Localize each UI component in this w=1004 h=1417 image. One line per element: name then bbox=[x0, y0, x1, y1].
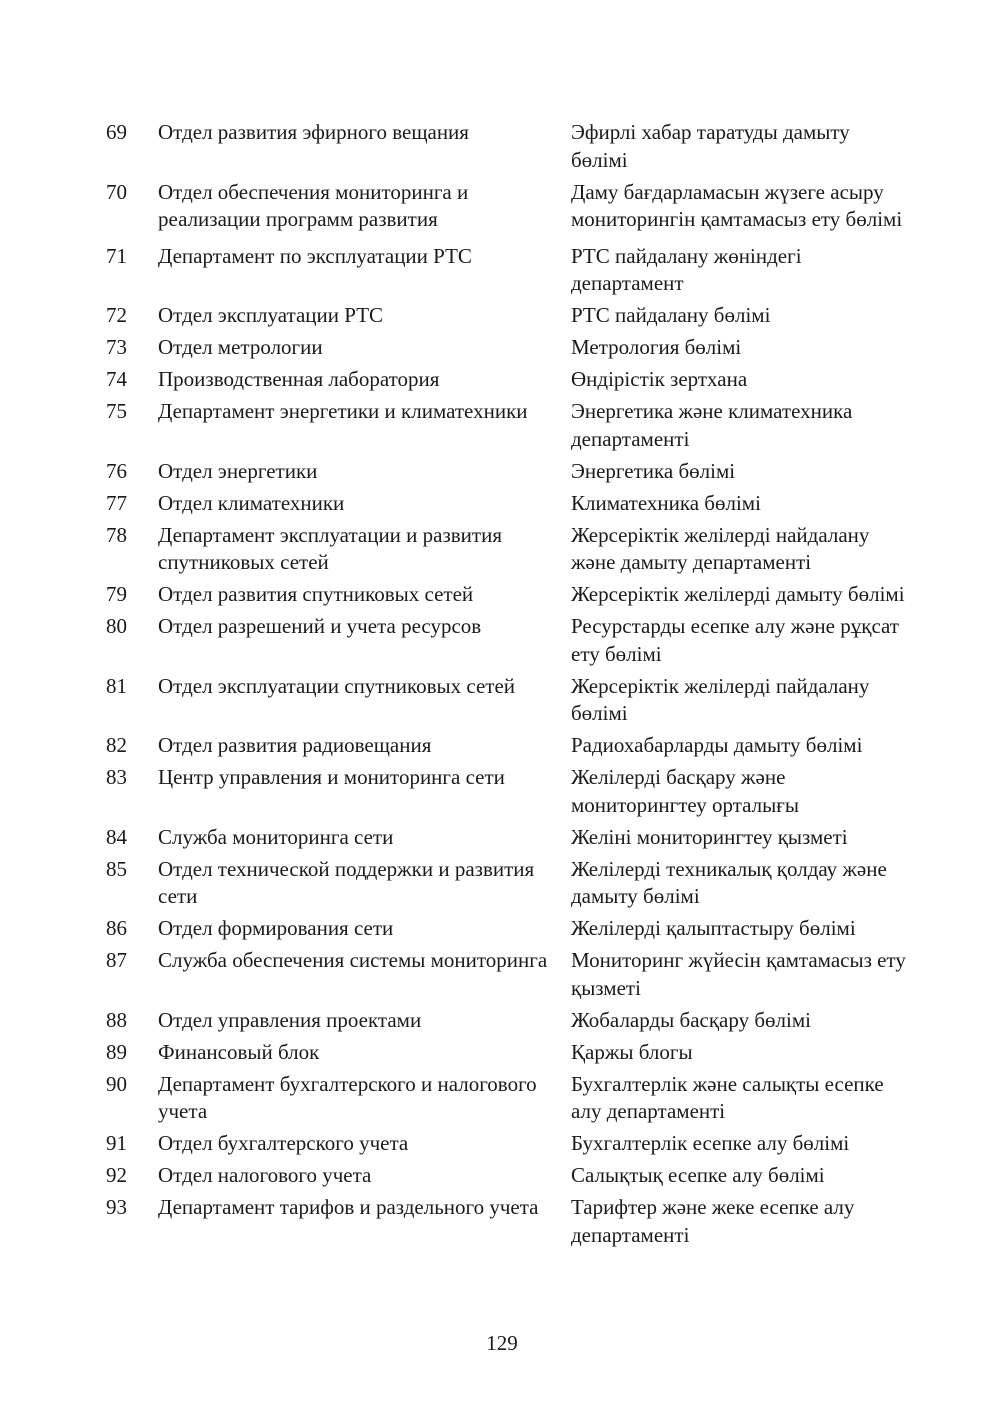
glossary-row bbox=[106, 1071, 906, 1131]
russian-term: Отдел эксплуатации РТС bbox=[158, 303, 384, 327]
glossary-row bbox=[106, 1130, 906, 1162]
russian-term: Производственная лаборатория bbox=[158, 367, 440, 391]
glossary-row bbox=[106, 915, 906, 947]
row-number: 87 bbox=[106, 948, 127, 972]
row-number: 74 bbox=[106, 367, 127, 391]
glossary-row bbox=[106, 522, 906, 582]
row-number: 85 bbox=[106, 856, 127, 881]
glossary-row bbox=[106, 398, 906, 458]
kazakh-term: Желілерді техникалық қолдау және дамыту бөлімі bbox=[571, 856, 887, 908]
kazakh-term: Бухгалтерлік есепке алу бөлімі bbox=[571, 1131, 850, 1155]
glossary-row bbox=[106, 824, 906, 856]
glossary-row bbox=[106, 302, 906, 334]
row-number: 88 bbox=[106, 1007, 127, 1032]
russian-term: Департамент по эксплуатации РТС bbox=[158, 243, 472, 268]
russian-term: Департамент тарифов и раздельного учета bbox=[158, 1195, 539, 1219]
row-number: 78 bbox=[106, 522, 127, 547]
kazakh-term: Эфирлі хабар таратуды дамыту бөлімі bbox=[571, 120, 850, 172]
russian-term: Отдел климатехники bbox=[158, 490, 345, 515]
glossary-row bbox=[106, 1007, 906, 1039]
kazakh-term: Бухгалтерлік және салықты есепке алу департаменті bbox=[571, 1071, 884, 1123]
page-number: 129 bbox=[486, 1331, 518, 1355]
row-number: 89 bbox=[106, 1039, 127, 1064]
row-number: 92 bbox=[106, 1163, 127, 1187]
row-number: 91 bbox=[106, 1131, 127, 1155]
row-number: 72 bbox=[106, 303, 127, 327]
russian-term: Центр управления и мониторинга сети bbox=[158, 765, 505, 789]
russian-term: Отдел технической поддержки и развития сети bbox=[158, 856, 535, 908]
row-number: 75 bbox=[106, 399, 127, 423]
kazakh-term: Энергетика және климатехника департаменті bbox=[571, 399, 853, 451]
kazakh-term: Радиохабарларды дамыту бөлімі bbox=[571, 733, 863, 757]
glossary-row bbox=[106, 764, 906, 824]
row-number: 71 bbox=[106, 243, 127, 268]
glossary-row bbox=[106, 1162, 906, 1194]
glossary-row bbox=[106, 673, 906, 733]
russian-term: Департамент бухгалтерского и налогового учета bbox=[158, 1071, 537, 1123]
kazakh-term: Тарифтер және жеке есепке алу департаменті bbox=[571, 1195, 855, 1247]
glossary-row bbox=[106, 856, 906, 916]
glossary-row bbox=[106, 490, 906, 522]
kazakh-term: Желілерді қалыптастыру бөлімі bbox=[571, 916, 856, 940]
glossary-row bbox=[106, 947, 906, 1007]
glossary-row bbox=[106, 581, 906, 613]
glossary-row bbox=[106, 366, 906, 398]
kazakh-term: Климатехника бөлімі bbox=[571, 490, 761, 515]
russian-term: Департамент энергетики и климатехники bbox=[158, 399, 528, 423]
kazakh-term: Қаржы блогы bbox=[571, 1039, 693, 1064]
kazakh-term: Желіні мониторингтеу қызметі bbox=[571, 824, 848, 849]
russian-term: Служба обеспечения системы мониторинга bbox=[158, 948, 548, 972]
glossary-row bbox=[106, 732, 906, 764]
row-number: 77 bbox=[106, 490, 127, 515]
kazakh-term: Мониторинг жүйесін қамтамасыз ету қызметі bbox=[571, 948, 906, 1000]
kazakh-term: Салықтық есепке алу бөлімі bbox=[571, 1163, 825, 1187]
glossary-row bbox=[106, 334, 906, 366]
row-number: 70 bbox=[106, 179, 127, 204]
russian-term: Отдел бухгалтерского учета bbox=[158, 1131, 409, 1155]
kazakh-term: Метрология бөлімі bbox=[571, 335, 742, 359]
glossary-row bbox=[106, 119, 906, 179]
kazakh-term: РТС пайдалану бөлімі bbox=[571, 303, 771, 327]
russian-term: Отдел разрешений и учета ресурсов bbox=[158, 614, 482, 638]
kazakh-term: Жобаларды басқару бөлімі bbox=[571, 1007, 811, 1032]
row-number: 79 bbox=[106, 582, 127, 606]
kazakh-term: Өндірістік зертхана bbox=[571, 367, 748, 391]
row-number: 76 bbox=[106, 458, 127, 483]
russian-term: Отдел развития радиовещания bbox=[158, 733, 432, 757]
kazakh-term: Жерсеріктік желілерді пайдалану бөлімі bbox=[571, 673, 870, 725]
row-number: 80 bbox=[106, 614, 127, 638]
russian-term: Отдел формирования сети bbox=[158, 916, 394, 940]
glossary-row bbox=[106, 1039, 906, 1071]
row-number: 93 bbox=[106, 1195, 127, 1219]
row-number: 69 bbox=[106, 120, 127, 144]
glossary-row bbox=[106, 1194, 906, 1254]
row-number: 83 bbox=[106, 765, 127, 789]
glossary-row bbox=[106, 243, 906, 303]
row-number: 82 bbox=[106, 733, 127, 757]
kazakh-term: Даму бағдарламасын жүзеге асыру мониторингін қамтамасыз ету бөлімі bbox=[571, 179, 903, 231]
kazakh-term: РТС пайдалану жөніндегі департамент bbox=[571, 243, 802, 295]
russian-term: Отдел управления проектами bbox=[158, 1007, 422, 1032]
row-number: 84 bbox=[106, 824, 127, 849]
russian-term: Отдел развития спутниковых сетей bbox=[158, 582, 474, 606]
russian-term: Финансовый блок bbox=[158, 1039, 320, 1064]
russian-term: Отдел налогового учета bbox=[158, 1163, 372, 1187]
glossary-table bbox=[106, 119, 906, 1254]
kazakh-term: Жерсеріктік желілерді найдалану және дамыту департаменті bbox=[571, 522, 870, 574]
kazakh-term: Энергетика бөлімі bbox=[571, 458, 736, 483]
glossary-row bbox=[106, 179, 906, 243]
russian-term: Отдел метрологии bbox=[158, 335, 323, 359]
row-number: 81 bbox=[106, 673, 127, 698]
glossary-row bbox=[106, 613, 906, 673]
russian-term: Департамент эксплуатации и развития спутниковых сетей bbox=[158, 522, 502, 574]
russian-term: Отдел энергетики bbox=[158, 458, 318, 483]
glossary-row bbox=[106, 458, 906, 490]
kazakh-term: Жерсеріктік желілерді дамыту бөлімі bbox=[571, 582, 905, 606]
russian-term: Отдел эксплуатации спутниковых сетей bbox=[158, 673, 516, 698]
row-number: 90 bbox=[106, 1071, 127, 1096]
row-number: 86 bbox=[106, 916, 127, 940]
russian-term: Отдел развития эфирного вещания bbox=[158, 120, 469, 144]
kazakh-term: Желілерді басқару және мониторингтеу орталығы bbox=[571, 765, 799, 817]
russian-term: Служба мониторинга сети bbox=[158, 824, 394, 849]
row-number: 73 bbox=[106, 335, 127, 359]
kazakh-term: Ресурстарды есепке алу және рұқсат ету бөлімі bbox=[571, 614, 899, 666]
russian-term: Отдел обеспечения мониторинга и реализации программ развития bbox=[158, 179, 469, 231]
